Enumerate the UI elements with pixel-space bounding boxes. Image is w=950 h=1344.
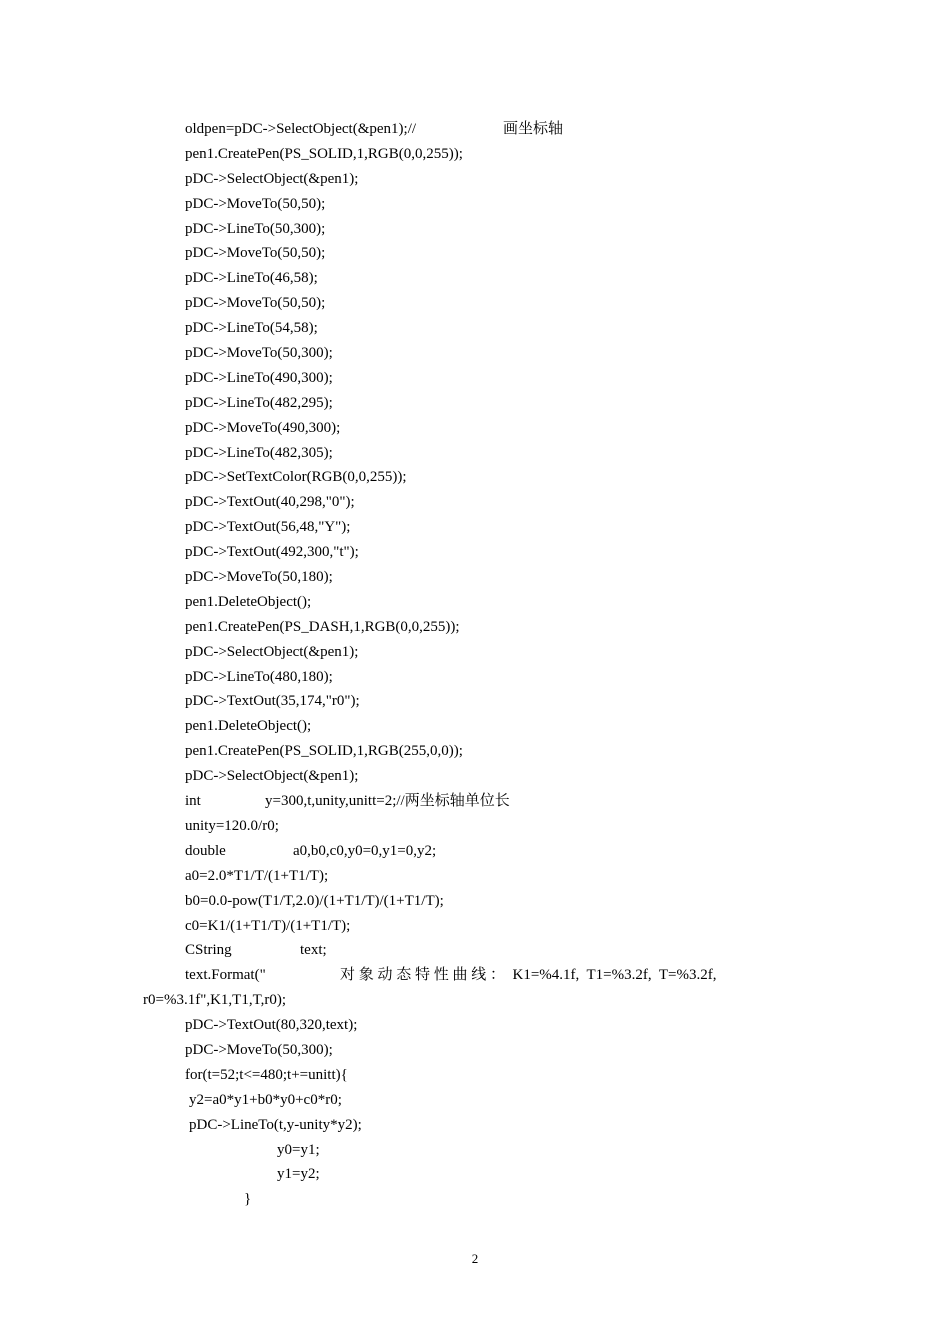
code-segment: pen1.DeleteObject(); bbox=[185, 718, 312, 735]
page-number: 2 bbox=[471, 1251, 479, 1266]
code-line bbox=[0, 814, 950, 839]
code-segment: pDC->MoveTo(50,50); bbox=[185, 245, 326, 262]
code-line bbox=[0, 341, 950, 366]
code-line bbox=[0, 540, 950, 565]
code-line bbox=[0, 217, 950, 242]
code-line bbox=[0, 938, 950, 963]
code-line bbox=[0, 416, 950, 441]
code-segment: } bbox=[244, 1191, 252, 1208]
code-line bbox=[0, 1113, 950, 1138]
code-segment: y1=y2; bbox=[277, 1166, 320, 1183]
code-listing bbox=[0, 117, 950, 1212]
code-segment: text; bbox=[300, 942, 327, 959]
code-line bbox=[0, 1038, 950, 1063]
code-segment: pDC->LineTo(54,58); bbox=[185, 320, 318, 337]
code-segment: pDC->LineTo(480,180); bbox=[185, 668, 333, 685]
code-line bbox=[0, 789, 950, 814]
code-line bbox=[0, 764, 950, 789]
code-segment: CString bbox=[185, 942, 232, 959]
code-segment: pen1.CreatePen(PS_DASH,1,RGB(0,0,255)); bbox=[185, 618, 460, 635]
code-segment: y=300,t,unity,unitt=2;//两坐标轴单位长 bbox=[265, 793, 510, 810]
code-line bbox=[0, 391, 950, 416]
code-line bbox=[0, 142, 950, 167]
code-segment: a0=2.0*T1/T/(1+T1/T); bbox=[185, 867, 329, 884]
code-segment: pDC->MoveTo(490,300); bbox=[185, 419, 341, 436]
code-segment: pDC->LineTo(482,305); bbox=[185, 444, 333, 461]
code-line bbox=[0, 167, 950, 192]
code-segment: unity=120.0/r0; bbox=[185, 817, 279, 834]
code-segment: 对 象 动 态 特 性 曲 线 ： K1=%4.1f, T1=%3.2f, T=%3.2f, bbox=[340, 967, 717, 984]
code-segment: oldpen=pDC->SelectObject(&pen1);// bbox=[185, 121, 417, 137]
code-line bbox=[0, 714, 950, 739]
code-segment: pen1.DeleteObject(); bbox=[185, 593, 312, 610]
code-line bbox=[0, 1162, 950, 1187]
code-segment: pDC->TextOut(35,174,"r0"); bbox=[185, 693, 360, 710]
code-line bbox=[0, 441, 950, 466]
code-segment: r0=%3.1f",K1,T1,T,r0); bbox=[143, 992, 287, 1009]
code-line bbox=[0, 316, 950, 341]
code-line bbox=[0, 963, 950, 988]
code-line bbox=[0, 640, 950, 665]
code-segment: b0=0.0-pow(T1/T,2.0)/(1+T1/T)/(1+T1/T); bbox=[185, 892, 444, 909]
code-segment: text.Format(" bbox=[185, 967, 266, 984]
code-line bbox=[0, 266, 950, 291]
code-line bbox=[0, 490, 950, 515]
code-line bbox=[0, 1138, 950, 1163]
code-segment: pDC->SelectObject(&pen1); bbox=[185, 170, 359, 187]
code-line bbox=[0, 889, 950, 914]
code-segment: pDC->TextOut(492,300,"t"); bbox=[185, 544, 359, 561]
code-line bbox=[0, 366, 950, 391]
code-segment: a0,b0,c0,y0=0,y1=0,y2; bbox=[293, 842, 437, 859]
code-line bbox=[0, 117, 950, 142]
code-line bbox=[0, 515, 950, 540]
code-line bbox=[0, 615, 950, 640]
code-line bbox=[0, 1187, 950, 1212]
code-segment: pDC->MoveTo(50,50); bbox=[185, 195, 326, 212]
code-segment: pDC->LineTo(50,300); bbox=[185, 220, 326, 237]
code-segment: pDC->MoveTo(50,180); bbox=[185, 569, 333, 586]
code-segment: pDC->LineTo(490,300); bbox=[185, 369, 333, 386]
code-segment: double bbox=[185, 842, 226, 859]
code-segment: pen1.CreatePen(PS_SOLID,1,RGB(255,0,0)); bbox=[185, 743, 463, 760]
code-line bbox=[0, 839, 950, 864]
code-line bbox=[0, 565, 950, 590]
code-line bbox=[0, 665, 950, 690]
code-segment: pDC->LineTo(46,58); bbox=[185, 270, 318, 287]
code-segment: pDC->TextOut(80,320,text); bbox=[185, 1017, 358, 1034]
code-segment: pDC->SelectObject(&pen1); bbox=[185, 643, 359, 660]
code-line bbox=[0, 1088, 950, 1113]
code-line bbox=[0, 689, 950, 714]
code-line bbox=[0, 739, 950, 764]
code-segment: pDC->TextOut(56,48,"Y"); bbox=[185, 519, 351, 536]
code-segment: 画坐标轴 bbox=[503, 121, 564, 137]
code-segment: pDC->MoveTo(50,50); bbox=[185, 295, 326, 312]
code-segment: pDC->LineTo(t,y-unity*y2); bbox=[189, 1116, 362, 1133]
code-segment: pen1.CreatePen(PS_SOLID,1,RGB(0,0,255)); bbox=[185, 145, 463, 162]
code-line bbox=[0, 864, 950, 889]
code-line bbox=[0, 1063, 950, 1088]
code-segment: pDC->MoveTo(50,300); bbox=[185, 345, 333, 362]
code-segment: pDC->SelectObject(&pen1); bbox=[185, 768, 359, 785]
code-segment: pDC->SetTextColor(RGB(0,0,255)); bbox=[185, 469, 407, 486]
code-segment: y0=y1; bbox=[277, 1141, 320, 1158]
code-line bbox=[0, 241, 950, 266]
code-segment: c0=K1/(1+T1/T)/(1+T1/T); bbox=[185, 917, 351, 934]
code-segment: for(t=52;t<=480;t+=unitt){ bbox=[185, 1066, 348, 1083]
code-line bbox=[0, 590, 950, 615]
code-line bbox=[0, 192, 950, 217]
code-line bbox=[0, 988, 950, 1013]
code-segment: int bbox=[185, 793, 201, 810]
code-line bbox=[0, 291, 950, 316]
code-line bbox=[0, 465, 950, 490]
code-segment: pDC->LineTo(482,295); bbox=[185, 394, 333, 411]
code-line bbox=[0, 1013, 950, 1038]
code-segment: pDC->MoveTo(50,300); bbox=[185, 1041, 333, 1058]
code-segment: pDC->TextOut(40,298,"0"); bbox=[185, 494, 355, 511]
code-segment: y2=a0*y1+b0*y0+c0*r0; bbox=[189, 1091, 342, 1108]
code-line bbox=[0, 914, 950, 939]
